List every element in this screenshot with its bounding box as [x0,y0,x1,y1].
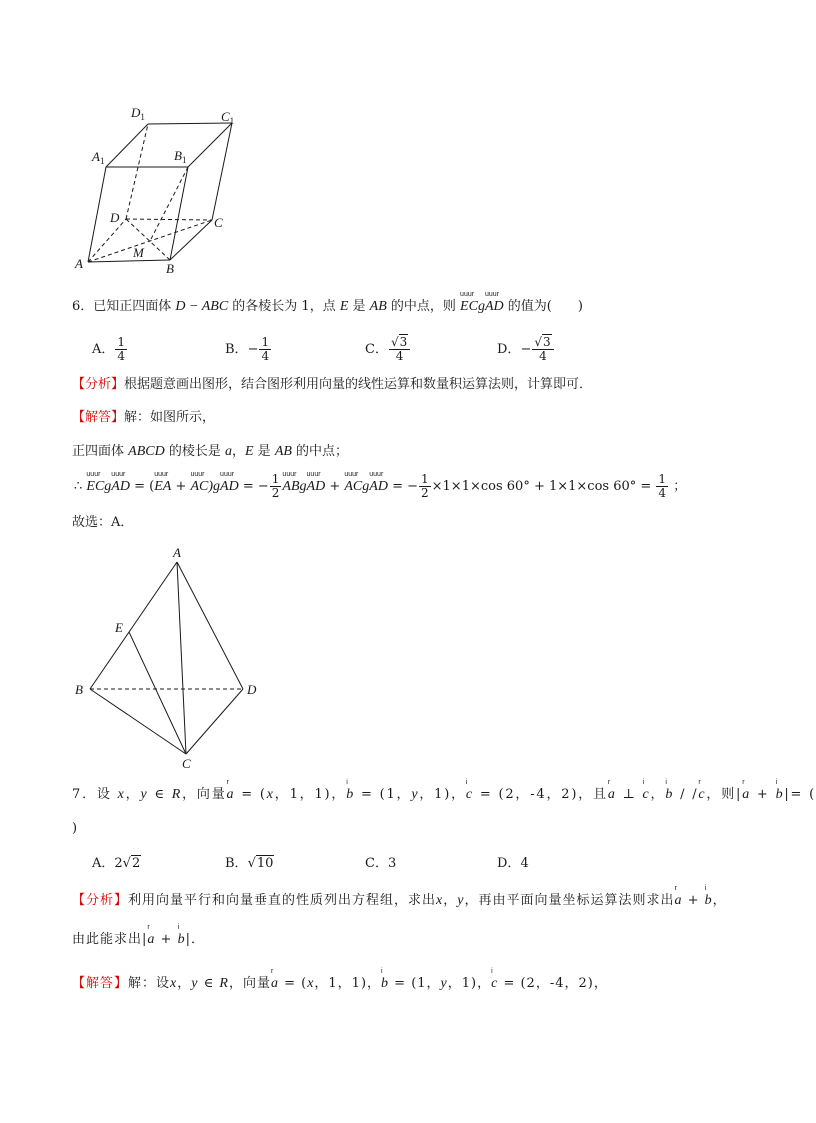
edge-DC [186,689,243,754]
question-7-analysis [72,885,727,909]
vector-arrow-mark: i [704,885,707,892]
vector-label: a [270,976,279,991]
formula-op: = ( [129,479,155,494]
edge-AA1 [88,167,106,262]
vector-label: c [491,976,499,991]
edge-BC [90,689,186,754]
formula-op: = − [387,479,418,494]
stem-text: 是 [348,299,370,314]
vector-arrow-mark: r [607,779,611,786]
vector-arrow-mark: uuur [220,471,235,478]
edge-AC [177,562,186,754]
formula-op: g [104,479,112,494]
edge-AB [90,562,177,689]
vector-label: AC [190,479,209,494]
variable-x: x [436,893,444,908]
question-7-solution [72,968,608,992]
edge-length: a [224,444,232,459]
vector-AD [306,471,326,495]
solution-text: ，向量 [228,976,271,991]
solution-text: ， [231,444,245,459]
vector-label: c [642,787,651,802]
vector-label: a [147,932,156,947]
vector-c [465,779,474,803]
solution-text: 的棱长是 [164,444,225,459]
denominator: 4 [658,486,667,500]
option-letter: C． [365,856,388,871]
vector-arrow-mark: r [226,779,229,786]
vector-AB [282,471,300,495]
vector-AC [190,471,209,495]
solution-text: ， [177,976,192,991]
numerator: 1 [658,472,667,486]
radicand: 3 [543,335,551,349]
option-B[interactable] [225,336,272,363]
vector-label: AD [306,479,326,494]
option-A[interactable] [92,336,128,363]
vector-a [226,779,236,803]
vector-label: AB [282,479,300,494]
vector-arrow-mark: uuur [282,471,297,478]
edge-D1C1 [148,123,232,124]
vector-label: c [698,787,707,802]
analysis-text: 根据题意画出图形，结合图形利用向量的线性运算和数量积运算法则，计算即可． [124,377,593,392]
vector-AD [220,471,239,495]
variable-x: x [307,976,315,991]
vector-a [270,968,279,992]
radical-sign: √ [534,335,542,349]
stem-text: 设 [96,787,118,802]
hidden-edge-AD [88,219,126,262]
vector-label: a [226,787,236,802]
formula-op: + [171,479,191,494]
formula-op: g [362,479,370,494]
solution-text: 的中点； [291,444,349,459]
vector-EC [86,471,105,495]
vector-a [742,779,751,803]
variable-x: x [170,976,178,991]
option-letter: B． [225,342,248,357]
analysis-text: |． [185,932,205,947]
variable-x: x [117,787,126,802]
vertex-label-A: A [75,256,83,271]
variable-y: y [440,976,448,991]
formula-op: ×1×1×cos 60° + 1×1×cos 60° = [431,479,656,494]
vector-arrow-mark: i [491,968,493,975]
stem-text: = ( [235,787,267,802]
vector-arrow-mark: r [147,924,150,931]
vector-AD [369,471,388,495]
vector-label: a [742,787,751,802]
solution-text: 解：如图所示， [124,410,216,425]
option-D[interactable] [497,856,529,872]
fraction [270,473,282,500]
radicand: 10 [256,856,274,871]
vector-arrow-mark: uuur [306,471,321,478]
vector-AD [484,291,504,315]
vector-label: AD [369,479,388,494]
stem-text: ，1，1)， [274,787,347,802]
vector-arrow-mark: i [381,968,383,975]
tetrahedron-name: D − ABC [175,299,229,314]
vector-AD [111,471,130,495]
vector-label: AD [484,299,504,314]
vector-label: c [465,787,474,802]
denominator: 2 [271,486,280,500]
stem-text: ∈ [148,787,172,802]
vector-label: a [607,787,617,802]
vector-c [642,779,651,803]
vector-arrow-mark: uuur [86,471,101,478]
radical-sign: √ [247,856,256,871]
vector-arrow-mark: r [674,885,677,892]
vertex-label-D: D [247,682,257,697]
stem-text: ， [125,787,141,802]
option-C[interactable] [365,336,411,363]
formula-op: = − [238,479,269,494]
vector-label: a [674,893,683,908]
option-value: 4 [520,856,529,871]
analysis-text: + [682,893,705,908]
analysis-text: 利用向量平行和向量垂直的性质列出方程组，求出 [128,893,437,908]
numerator: 1 [117,335,126,349]
vector-arrow-mark: uuur [344,471,359,478]
denominator: 4 [261,349,270,363]
set-R: R [171,787,183,802]
edge-A1D1 [106,124,148,167]
vector-a [674,885,683,909]
formula-op: ； [669,479,687,494]
vector-arrow-mark: uuur [460,291,475,298]
solution-line-2 [72,444,348,460]
formula-op: g [299,479,307,494]
numerator [532,336,553,350]
vector-label: b [704,893,713,908]
solution-text: 正四面体 [72,444,129,459]
edge-B1C1 [188,123,232,167]
formula-op: + [325,479,345,494]
formula-op: )g [208,479,221,494]
label-subscript: 1 [99,156,105,166]
vector-b [775,779,785,803]
vector-label: b [346,787,356,802]
radicand: 3 [399,335,408,349]
question-number: 7． [72,787,97,802]
label-letter: D [131,105,141,120]
segment-name: AB [274,444,292,459]
vector-arrow-mark: i [642,779,645,786]
vertex-label-B: B [166,261,174,276]
hidden-edge-DD1 [126,124,148,219]
variable-y: y [457,893,465,908]
vector-arrow-mark: i [346,779,348,786]
vector-arrow-mark: uuur [190,471,205,478]
option-letter: C． [365,342,388,357]
vertex-label-B1 [174,148,186,165]
question-number: 6． [72,299,94,314]
set-R: R [219,976,229,991]
stem-text: ， [650,787,666,802]
label-letter: B [174,148,182,163]
vector-arrow-mark: i [177,924,180,931]
question-7-stem-wrap: ) [72,821,78,836]
option-letter: D． [497,342,521,357]
option-value: 3 [387,856,397,871]
vector-arrow-mark: r [270,968,274,975]
point-name: E [244,444,254,459]
radicand: 2 [131,856,141,871]
analysis-label: 【分析】 [72,893,129,908]
solution-text: = (1， [389,976,441,991]
stem-text: ，则| [706,787,743,802]
vector-label: b [665,787,675,802]
vertex-label-B: B [75,682,83,697]
variable-y: y [140,787,149,802]
numerator [389,336,410,350]
option-A[interactable] [92,856,141,872]
numerator: 1 [261,335,270,349]
stem-text: 已知正四面体 [93,299,176,314]
vector-arrow-mark: i [465,779,468,786]
radical-sign: √ [122,856,131,871]
vector-label: AD [220,479,239,494]
analysis-text: ， [712,893,727,908]
stem-text: 的值为( ) [503,299,583,314]
label-letter: C [221,109,230,124]
vector-label: EC [86,479,105,494]
option-letter: A． [92,856,115,871]
option-letter: A． [92,342,115,357]
solution-text: ∈ [198,976,220,991]
solution-label: 【解答】 [72,976,129,991]
fraction [259,336,271,363]
analysis-text: ，再由平面向量坐标运算法则求出 [464,893,675,908]
stem-text: ⊥ [616,787,643,802]
vector-b [177,924,186,948]
vector-arrow-mark: r [742,779,745,786]
vector-EA [154,471,172,495]
minus-sign: − [247,342,259,357]
label-letter: A [92,149,100,164]
vector-b [665,779,675,803]
option-B[interactable] [225,856,274,872]
stem-text: 的各棱长为 1，点 [228,299,340,314]
vertex-label-C: C [214,215,223,230]
radical-sign: √ [390,335,399,349]
dot-operator: g [477,299,485,314]
minus-sign: − [520,342,532,357]
question-6-analysis [72,377,592,393]
numerator: 1 [421,472,429,486]
vector-EC [460,291,478,315]
point-label-E: E [115,620,123,635]
option-C[interactable] [365,856,396,872]
solution-text: = (2，-4，2)， [498,976,608,991]
question-6-stem [72,291,583,315]
parallelepiped-figure [60,95,260,285]
fraction [115,336,127,363]
vertex-label-C1 [221,109,234,126]
fraction [419,473,431,500]
vector-b [346,779,356,803]
vertex-label-A: A [173,545,181,560]
edge-AB [88,260,170,262]
segment-name: AB [369,299,387,314]
vector-b [381,968,390,992]
solution-text: 解：设 [128,976,171,991]
question-6-answer: 故选：A． [72,515,134,530]
stem-text: ，向量 [182,787,227,802]
analysis-label: 【分析】 [72,377,125,392]
fraction [389,336,410,363]
question-7-stem [72,779,816,803]
option-letter: B． [225,856,248,871]
vertex-label-A1 [91,149,104,166]
analysis-text: ， [443,893,458,908]
vector-label: b [775,787,785,802]
analysis-text: 由此能求出| [72,932,148,947]
vector-arrow-mark: i [665,779,667,786]
vector-b [704,885,713,909]
label-subscript: 1 [140,112,145,122]
variable-y: y [411,787,420,802]
vector-arrow-mark: r [698,779,701,786]
solution-label: 【解答】 [72,410,125,425]
vertex-label-D: D [110,210,120,225]
coefficient: 2 [114,856,123,871]
vector-label: AD [111,479,130,494]
edge-AD [177,562,243,689]
option-letter: D． [497,856,521,871]
analysis-text: + [155,932,178,947]
vector-c [698,779,707,803]
label-subscript: 1 [181,155,187,165]
vector-arrow-mark: i [775,779,778,786]
tetrahedron-figure [60,540,270,780]
fraction [532,336,553,363]
vector-c [491,968,499,992]
vector-label: b [381,976,390,991]
stem-text: ，1)， [419,787,466,802]
vector-AC [344,471,363,495]
stem-text: 的中点，则 [386,299,461,314]
numerator: 1 [271,472,280,486]
vector-arrow-mark: uuur [111,471,126,478]
question-7-analysis-line-2 [72,924,205,948]
solution-formula [74,473,686,500]
stem-text: = (2，-4，2)，且 [473,787,608,802]
label-subscript: 1 [229,116,235,126]
point-label-M: M [133,245,144,260]
vector-a [607,779,617,803]
variable-y: y [191,976,199,991]
point-name: E [339,299,349,314]
solution-text: ，1，1)， [314,976,382,991]
stem-text: = (1， [355,787,412,802]
segment-EC [129,632,186,754]
stem-text: + [751,787,776,802]
denominator: 2 [421,486,429,500]
tetrahedron-name: ABCD [128,444,165,459]
denominator: 4 [539,349,547,363]
solution-text: = ( [278,976,308,991]
vector-label: EC [460,299,478,314]
edge-CC1 [212,123,232,220]
vector-arrow-mark: uuur [484,291,499,298]
vertex-label-D1 [130,105,145,122]
vector-label: b [177,932,186,947]
denominator: 4 [395,349,404,363]
therefore-symbol: ∴ [74,479,87,494]
fraction [656,473,668,500]
vector-a [147,924,156,948]
vector-label: EA [154,479,172,494]
vector-arrow-mark: uuur [154,471,169,478]
variable-x: x [266,787,275,802]
vector-arrow-mark: uuur [369,471,384,478]
stem-text: |= ( [784,787,816,802]
solution-text: 是 [253,444,275,459]
denominator: 4 [117,349,126,363]
vertex-label-C: C [182,756,191,771]
vector-label: AC [344,479,363,494]
stem-text: / / [674,787,699,802]
option-D[interactable] [497,336,555,363]
hidden-edge-DC [126,219,212,220]
solution-text: ，1)， [447,976,492,991]
question-6-solution [72,410,215,426]
